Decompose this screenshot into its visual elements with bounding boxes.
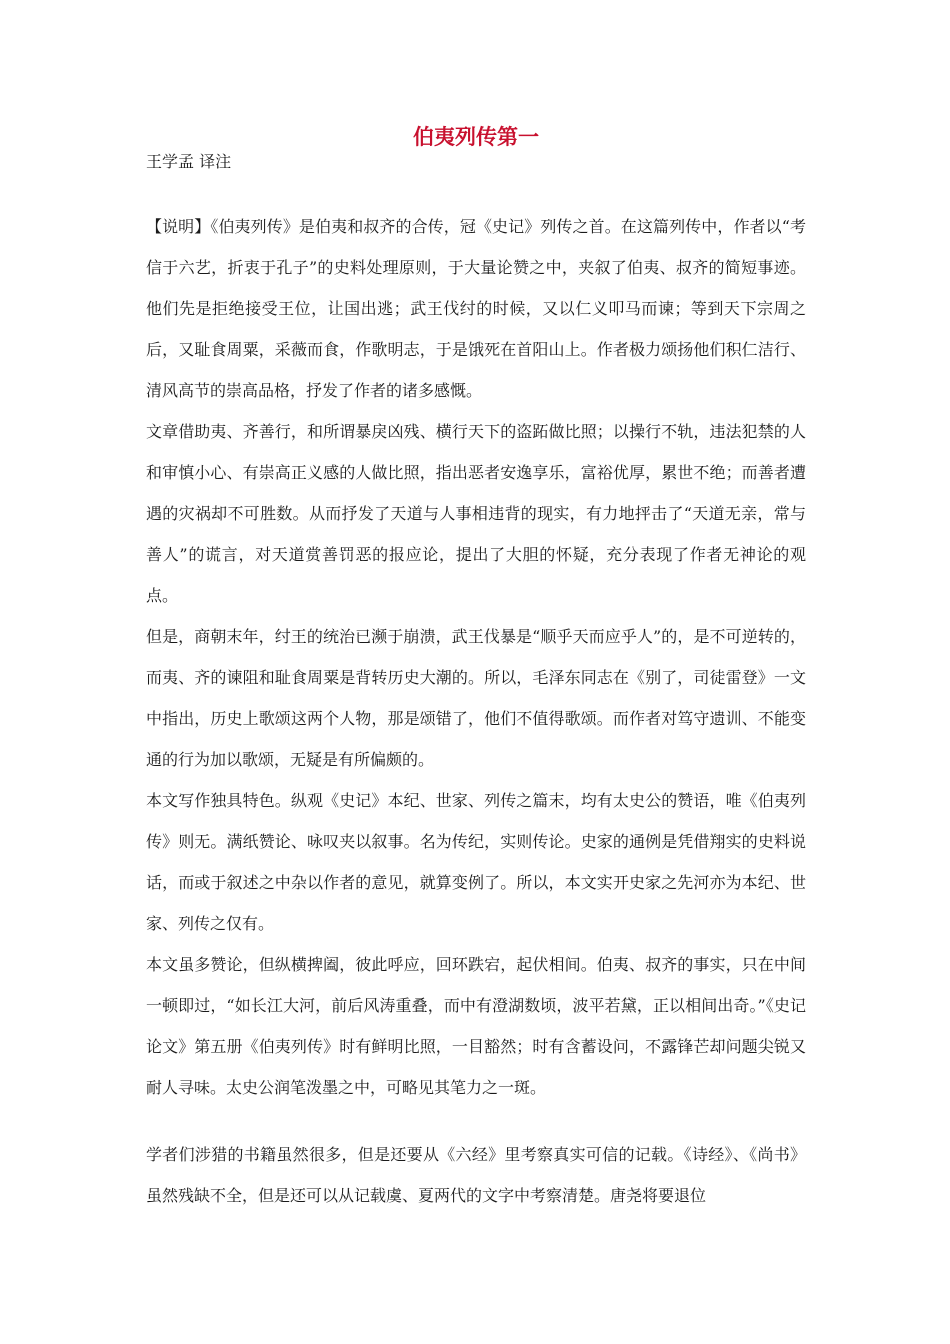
intro-paragraph: 文章借助夷、齐善行，和所谓暴戾凶残、横行天下的盗跖做比照；以操行不轨，违法犯禁的人和审慎小心、有崇高正义感的人做比照，指出恶者安逸享乐，富裕优厚，累世不绝；而善者遭遇的灾祸却不可胜数。从而抒发了天道与人事相违背的现实，有力地抨击了“天道无亲，常与善人”的谎言，对天道赏善罚恶的报应论，提出了大胆的怀疑，充分表现了作者无神论的观点。 [146, 422, 806, 605]
paragraph-gap [146, 1108, 806, 1134]
translation-paragraph: 学者们涉猎的书籍虽然很多，但是还要从《六经》里考察真实可信的记载。《诗经》、《尚书》虽然残缺不全，但是还可以从记载虞、夏两代的文字中考察清楚。唐尧将要退位 [146, 1145, 806, 1205]
intro-paragraph: 本文虽多赞论，但纵横捭阖，彼此呼应，回环跌宕，起伏相间。伯夷、叔齐的事实，只在中间一顿即过，“如长江大河，前后风涛重叠，而中有澄湖数顷，波平若黛，正以相间出奇。”《史记论文》第五册《伯夷列传》时有鲜明比照，一目豁然；时有含蓄设问，不露锋芒却问题尖锐又耐人寻味。太史公润笔泼墨之中，可略见其笔力之一斑。 [146, 955, 806, 1097]
intro-paragraph: 本文写作独具特色。纵观《史记》本纪、世家、列传之篇末，均有太史公的赞语，唯《伯夷列传》则无。满纸赞论、咏叹夹以叙事。名为传纪，实则传论。史家的通例是凭借翔实的史料说话，而或于叙述之中杂以作者的意见，就算变例了。所以，本文实开史家之先河亦为本纪、世家、列传之仅有。 [146, 791, 806, 933]
author-line: 王学孟 译注 [146, 152, 232, 171]
intro-paragraph: 但是，商朝末年，纣王的统治已濒于崩溃，武王伐暴是“顺乎天而应乎人”的，是不可逆转的，而夷、齐的谏阻和耻食周粟是背转历史大潮的。所以，毛泽东同志在《别了，司徒雷登》一文中指出，历史上歌颂这两个人物，那是颂错了，他们不值得歌颂。而作者对笃守遗训、不能变通的行为加以歌颂，无疑是有所偏颇的。 [146, 627, 806, 769]
document-body [146, 206, 806, 1216]
intro-paragraph: 【说明】《伯夷列传》是伯夷和叔齐的合传，冠《史记》列传之首。在这篇列传中，作者以“考信于六艺，折衷于孔子”的史料处理原则，于大量论赞之中，夹叙了伯夷、叔齐的简短事迹。他们先是拒绝接受王位，让国出逃；武王伐纣的时候，又以仁义叩马而谏；等到天下宗周之后，又耻食周粟，采薇而食，作歌明志，于是饿死在首阳山上。作者极力颂扬他们积仁洁行、清风高节的崇高品格，抒发了作者的诸多感慨。 [146, 217, 806, 400]
document-title: 伯夷列传第一 [413, 124, 539, 149]
